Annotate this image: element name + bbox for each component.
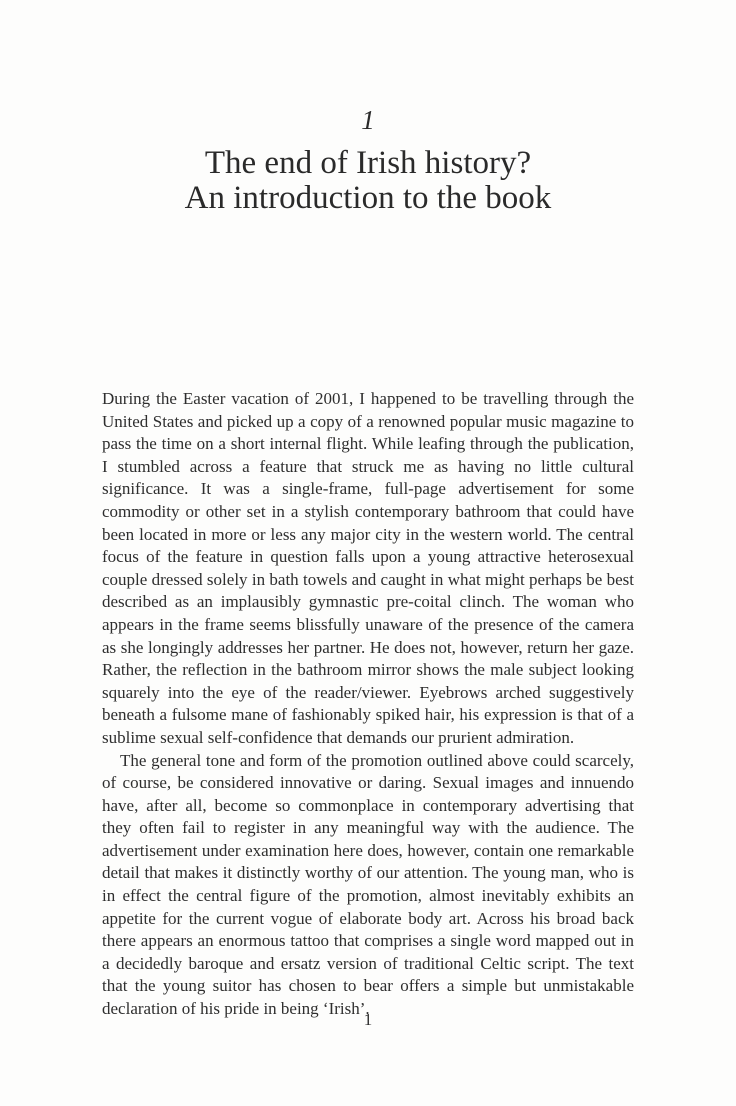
chapter-title-line-1: The end of Irish history? bbox=[204, 145, 532, 181]
body-text bbox=[102, 388, 634, 1021]
chapter-title bbox=[100, 146, 636, 216]
chapter-title-line-2: An introduction to the book bbox=[184, 180, 552, 216]
chapter-number: 1 bbox=[361, 105, 375, 135]
paragraph-1: During the Easter vacation of 2001, I happened to be travelling through the United States and picked up a copy of a renowned popular music magazine to pass the time on a short internal flight. While leafing through the publication, I stumbled across a feature that struck me as having no little cultural significance. It was a single-frame, full-page advertisement for some commodity or other set in a stylish contemporary bathroom that could have been located in more or less any major city in the western world. The central focus of the feature in question falls upon a young attractive heterosexual couple dressed solely in bath towels and caught in what might perhaps be best described as an implausibly gymnastic pre-coital clinch. The woman who appears in the frame seems blissfully unaware of the presence of the camera as she longingly addresses her partner. He does not, however, return her gaze. Rather, the reflection in the bathroom mirror shows the male subject looking squarely into the eye of the reader/viewer. Eyebrows arched suggestively beneath a fulsome mane of fashionably spiked hair, his expression is that of a sublime sexual self-confidence that demands our prurient admiration. bbox=[102, 389, 634, 747]
paragraph-2: The general tone and form of the promotion outlined above could scarcely, of course, be considered innovative or daring. Sexual images and innuendo have, after all, become so commonplace in contemporary advertising that they often fail to register in any meaningful way with the audience. The advertisement under examination here does, however, contain one remarkable detail that makes it distinctly worthy of our attention. The young man, who is in effect the central figure of the promotion, almost inevitably exhibits an appetite for the current vogue of elaborate body art. Across his broad back there appears an enormous tattoo that comprises a single word mapped out in a decidedly baroque and ersatz version of traditional Celtic script. The text that the young suitor has chosen to bear offers a simple but unmistakable declaration of his pride in being ‘Irish’. bbox=[102, 750, 634, 1019]
page-number: 1 bbox=[363, 1010, 373, 1029]
